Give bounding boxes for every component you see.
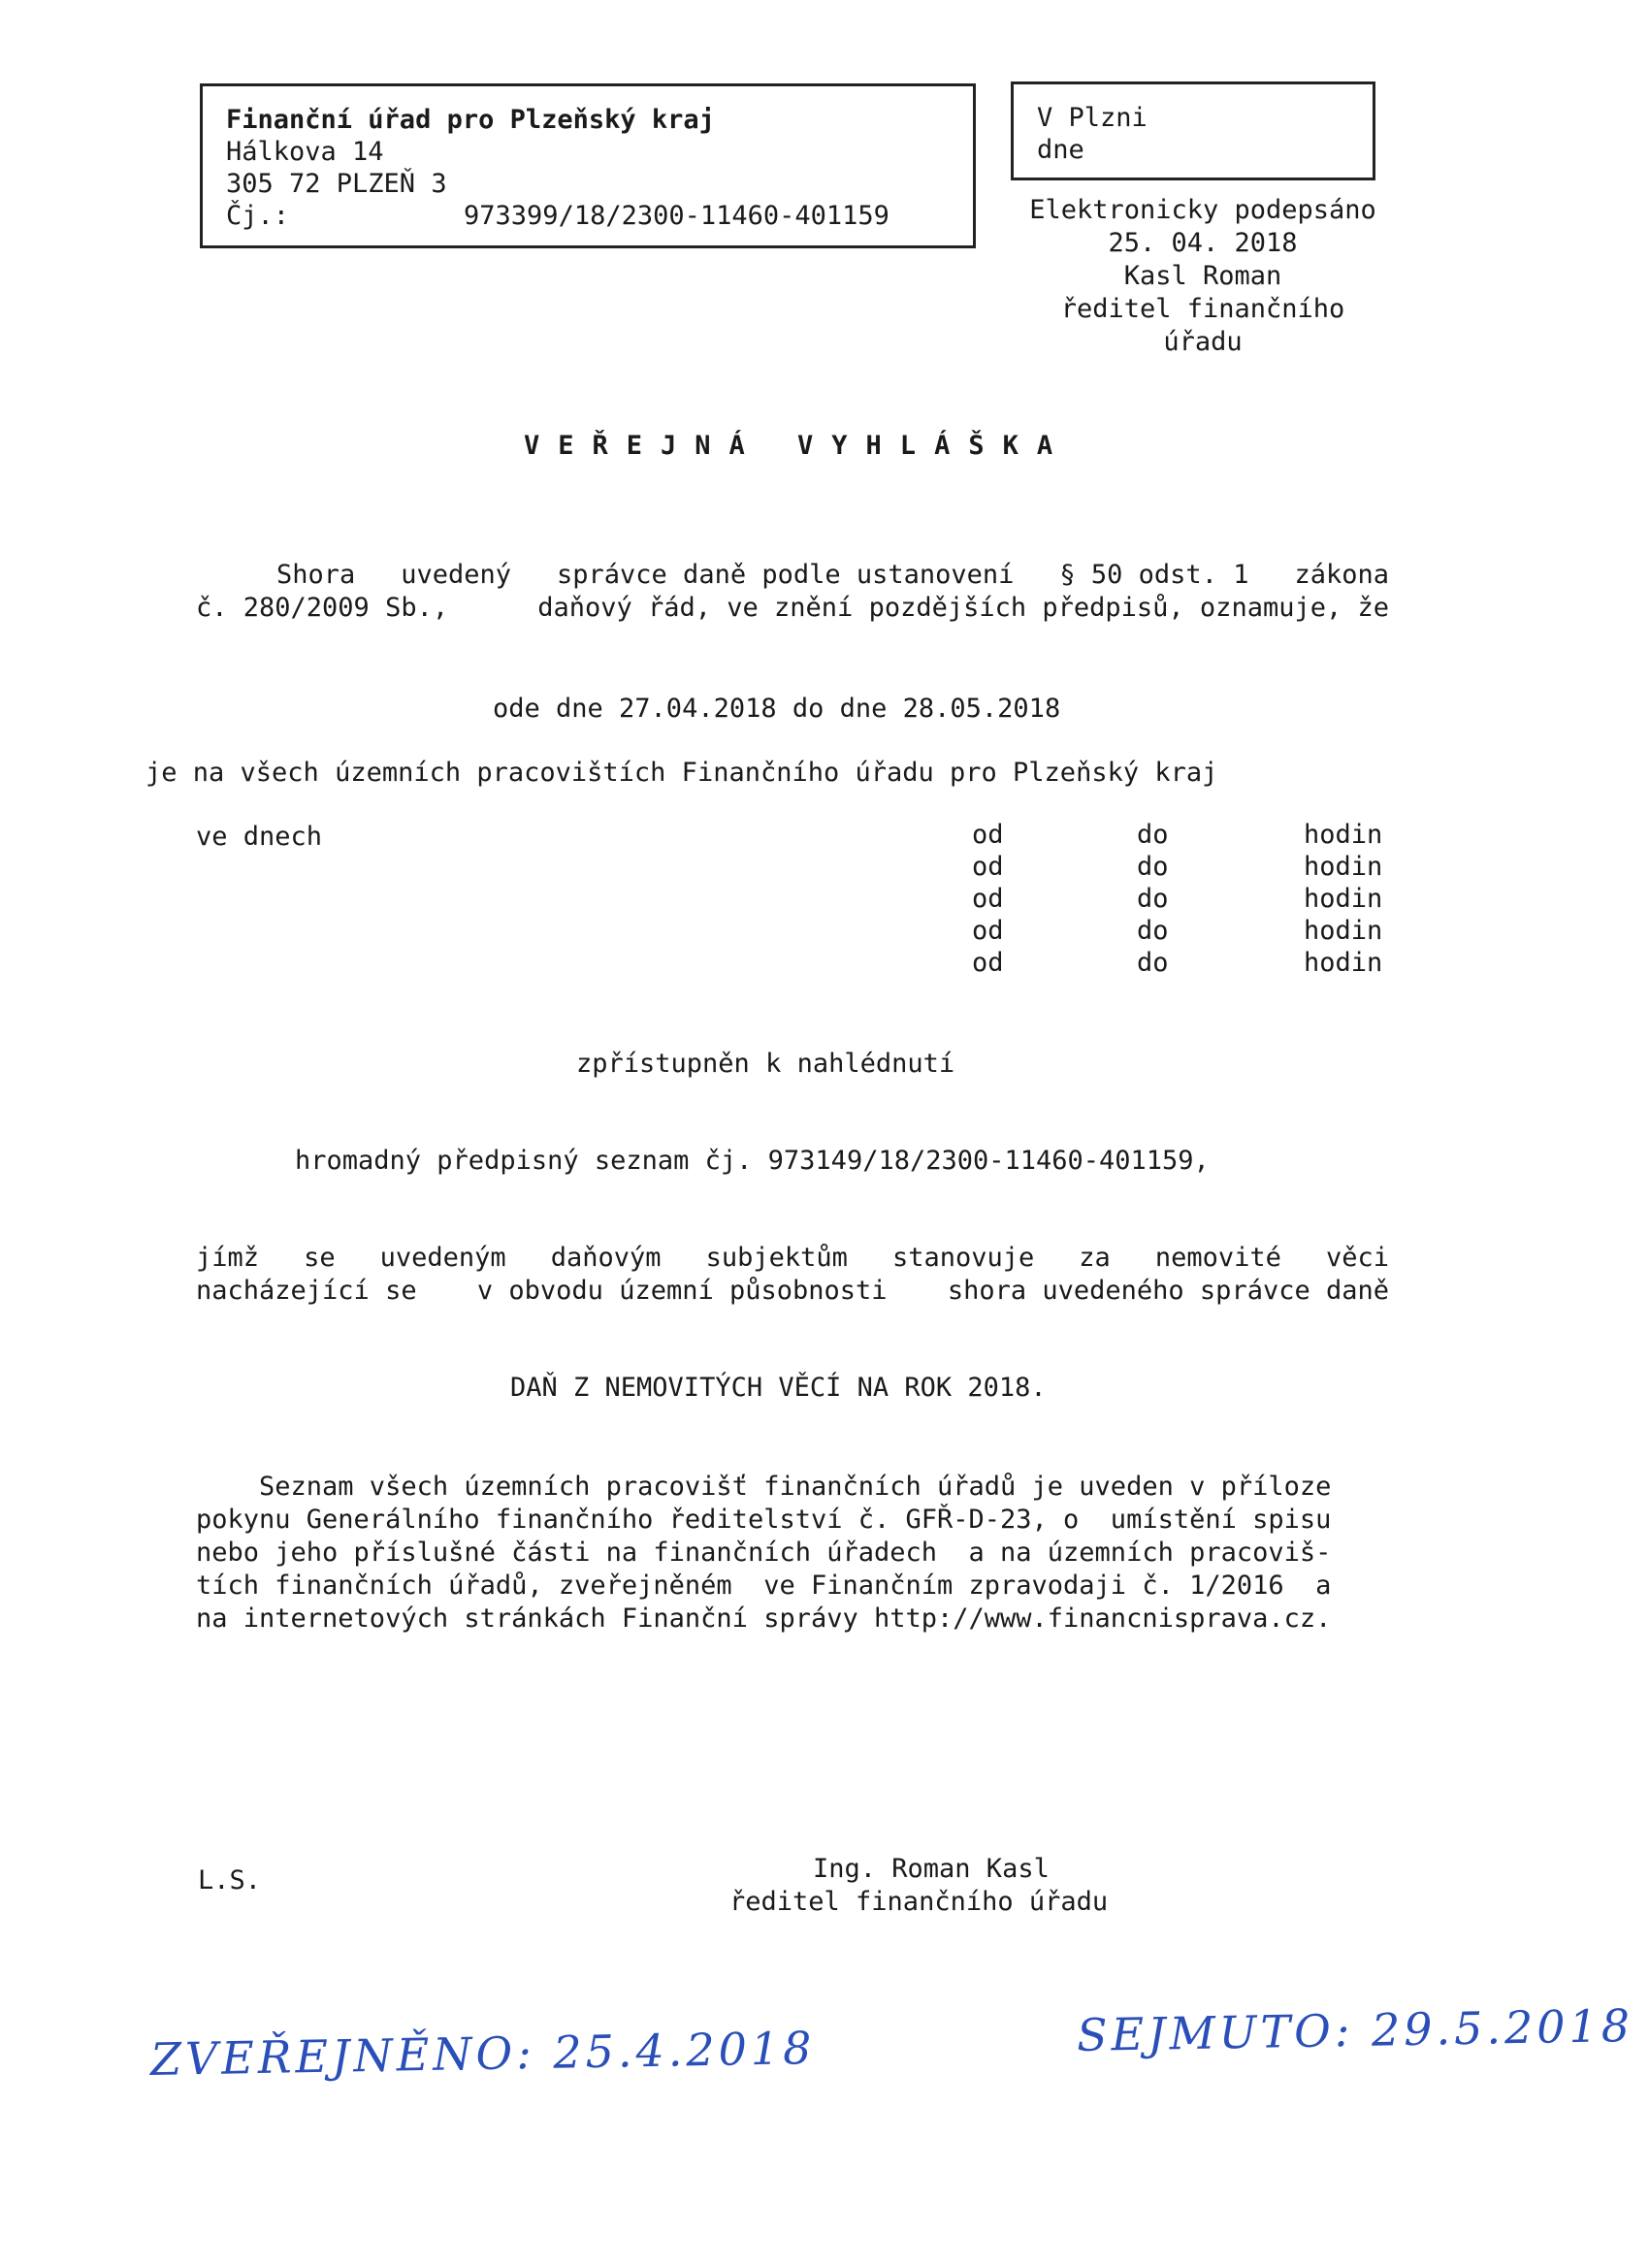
tax-paragraph	[196, 1242, 1389, 1308]
info-line-1: Seznam všech územních pracovišť finančních úřadů je uveden v příloze	[196, 1472, 1332, 1502]
seal-mark: L.S.	[198, 1865, 262, 1895]
location-line: je na všech územních pracovištích Finančního úřadu pro Plzeňský kraj	[146, 758, 1218, 788]
signer-name: Ing. Roman Kasl	[813, 1854, 1050, 1884]
intro-line-2: č. 280/2009 Sb., daňový řád, ve znění pozdějších předpisů, oznamuje, že	[196, 593, 1389, 623]
signer-role: ředitel finančního úřadu	[729, 1887, 1109, 1917]
document-title: VEŘEJNÁ VYHLÁŠKA	[524, 431, 1072, 461]
date-label: dne	[1037, 135, 1084, 165]
info-line-2: pokynu Generálního finančního ředitelství č. GFŘ-D-23, o umístění spisu	[196, 1505, 1332, 1535]
signature-role-2: úřadu	[1163, 327, 1243, 357]
handwritten-published: ZVEŘEJNĚNO: 25.4.2018	[149, 2022, 816, 2086]
info-paragraph	[196, 1471, 1389, 1636]
intro-line-1: Shora uvedený správce daně podle ustanovení § 50 odst. 1 zákona	[276, 560, 1389, 590]
reference-number: 973399/18/2300-11460-401159	[464, 201, 889, 231]
info-line-4: tích finančních úřadů, zveřejněném ve Finančním zpravodaji č. 1/2016 a	[196, 1571, 1332, 1601]
info-line-5: na internetových stránkách Finanční správy http://www.financnisprava.cz.	[196, 1604, 1332, 1634]
signature-role-1: ředitel finančního	[1060, 294, 1345, 324]
office-street: Hálkova 14	[226, 137, 384, 167]
signature-name: Kasl Roman	[1123, 261, 1282, 291]
list-reference: hromadný předpisný seznam čj. 973149/18/2300-11460-401159,	[295, 1146, 1210, 1176]
period: ode dne 27.04.2018 do dne 28.05.2018	[493, 694, 1061, 724]
intro-paragraph	[196, 559, 1389, 625]
office-name: Finanční úřad pro Plzeňský kraj	[226, 105, 715, 135]
office-address-box	[200, 83, 976, 248]
reference-label: Čj.:	[226, 201, 290, 231]
handwritten-removed: SEJMUTO: 29.5.2018	[1076, 1998, 1634, 2062]
availability: zpřístupněn k nahlédnutí	[576, 1049, 955, 1079]
electronic-signature	[1009, 194, 1397, 359]
office-city: 305 72 PLZEŇ 3	[226, 169, 447, 199]
schedule-to-column: do do do do do	[1137, 820, 1169, 978]
info-line-3: nebo jeho příslušné části na finančních úřadech a na územních pracoviš-	[196, 1538, 1332, 1568]
signature-line: Elektronicky podepsáno	[1029, 195, 1376, 225]
place: V Plzni	[1037, 103, 1148, 133]
place-date-box	[1011, 81, 1375, 180]
tax-title: DAŇ Z NEMOVITÝCH VĚCÍ NA ROK 2018.	[510, 1373, 1047, 1403]
schedule-unit-column: hodin hodin hodin hodin hodin	[1304, 820, 1383, 978]
reference-line	[226, 200, 950, 232]
schedule-from-column: od od od od od	[972, 820, 1004, 978]
tax-line-2: nacházející se v obvodu územní působnosti shora uvedeného správce daně	[196, 1276, 1389, 1306]
signature-date: 25. 04. 2018	[1108, 228, 1298, 258]
tax-line-1: jímž se uvedeným daňovým subjektům stanovuje za nemovité věci	[196, 1243, 1389, 1273]
schedule-label: ve dnech	[196, 822, 323, 852]
